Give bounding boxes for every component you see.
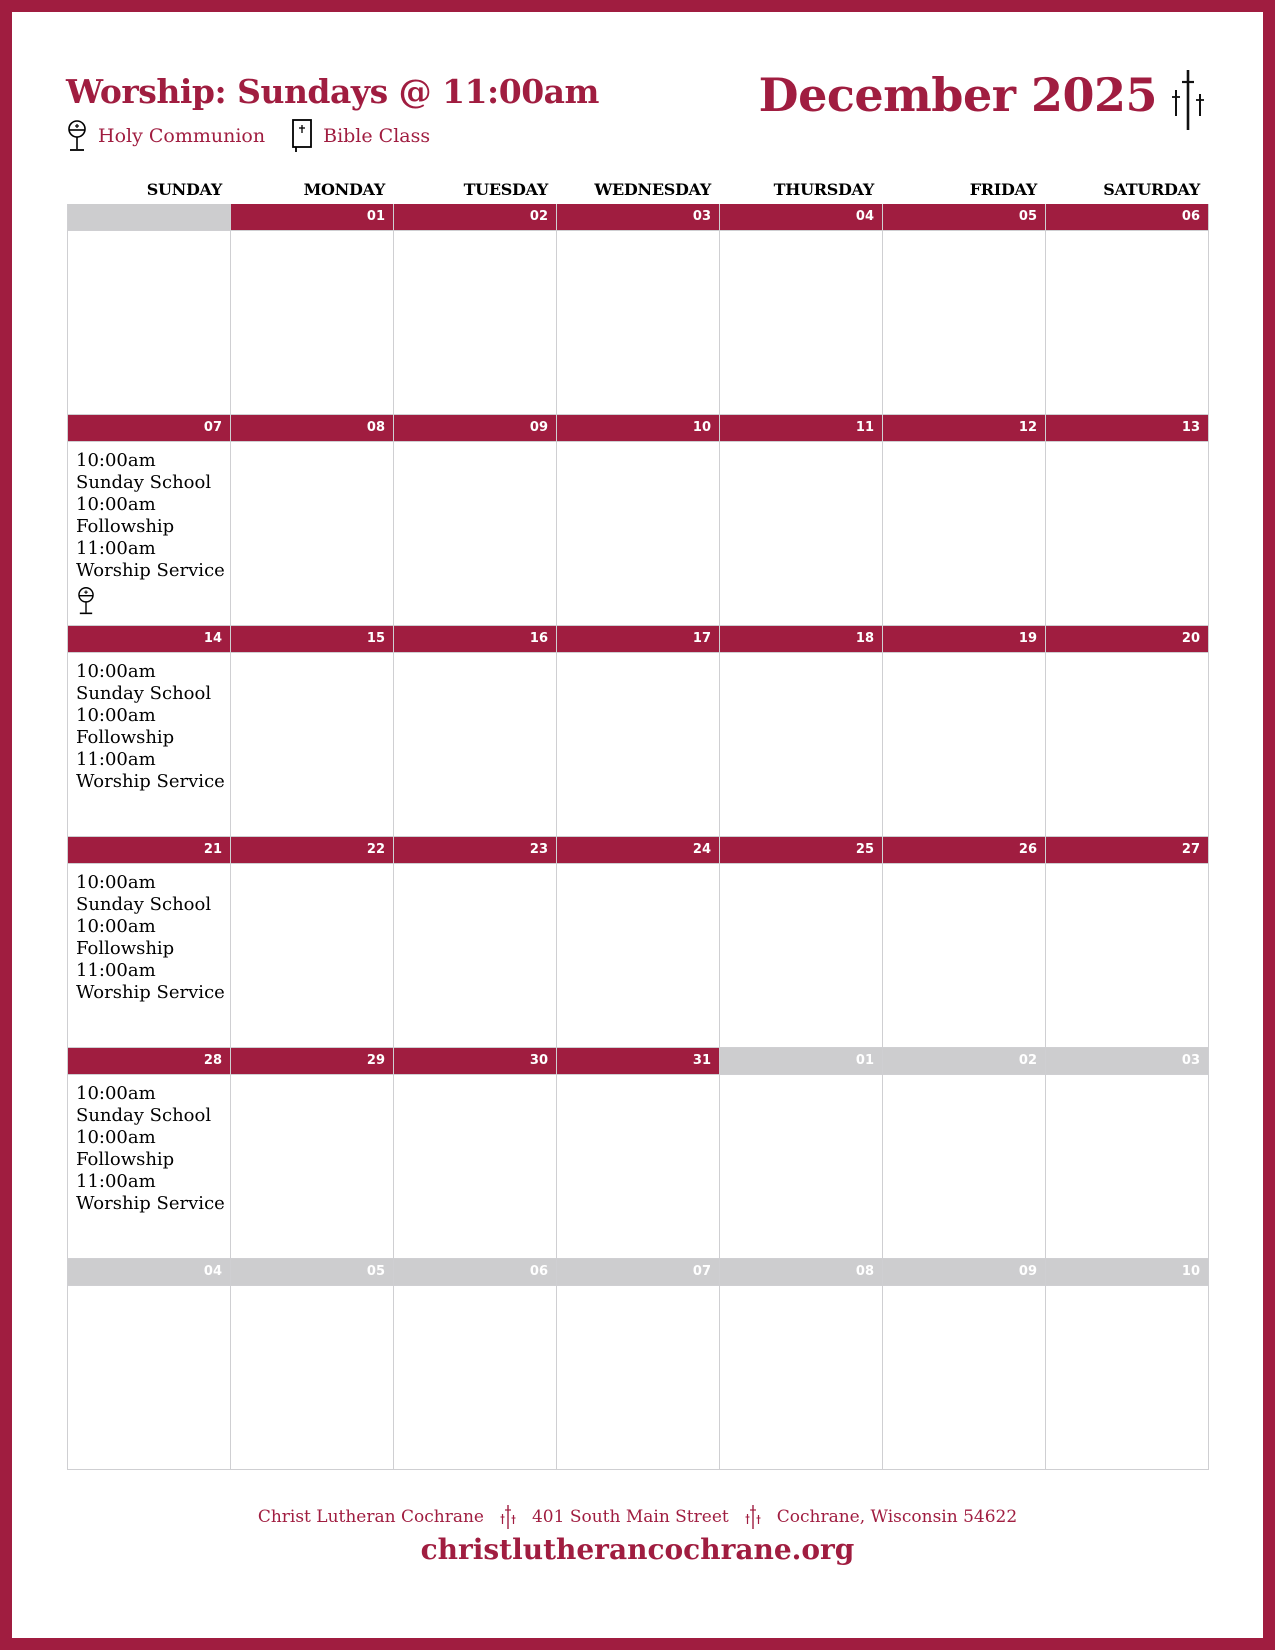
date-number: 26 [883,837,1045,864]
legend-label: Holy Communion [98,125,266,147]
day-cell[interactable] [883,204,1046,415]
day-cell[interactable] [1046,1048,1209,1259]
date-number: 03 [557,204,719,231]
event-line: 10:00am [76,661,156,682]
date-number: 14 [68,626,230,653]
date-number: 09 [883,1259,1045,1286]
legend-label: Bible Class [323,125,431,147]
date-number: 05 [883,204,1045,231]
day-cell[interactable] [883,1048,1046,1259]
date-number: 03 [1046,1048,1208,1075]
day-cell[interactable] [394,837,557,1048]
date-number: 22 [231,837,393,864]
event-line: Followship [76,727,175,748]
event-line: Followship [76,516,175,537]
day-cell[interactable] [1046,1259,1209,1470]
day-cell[interactable] [68,1259,231,1470]
day-cell[interactable] [883,415,1046,626]
day-cell[interactable] [231,837,394,1048]
weekday-label: SATURDAY [1103,180,1200,199]
date-number: 11 [720,415,882,442]
date-number: 04 [68,1259,230,1286]
day-cell[interactable] [720,415,883,626]
legend [66,118,430,154]
date-number: 07 [557,1259,719,1286]
month-title: December 2025 [758,68,1157,122]
bible-icon [291,119,313,153]
day-cell[interactable] [394,204,557,415]
event-line: 11:00am [76,749,156,770]
day-cell[interactable] [720,204,883,415]
date-number: 07 [68,415,230,442]
day-cell[interactable] [720,626,883,837]
footer-address [0,1504,1275,1530]
day-cell[interactable] [1046,626,1209,837]
date-number: 13 [1046,415,1208,442]
event-line: Worship Service [76,771,225,792]
date-number: 08 [231,415,393,442]
date-number: 24 [557,837,719,864]
day-cell[interactable] [557,626,720,837]
day-cell[interactable] [883,1259,1046,1470]
weekday-label: THURSDAY [773,180,874,199]
date-number: 16 [394,626,556,653]
chalice-icon [76,586,224,622]
event-line: 11:00am [76,960,156,981]
worship-times: Worship: Sundays @ 11:00am [66,72,599,111]
event-line: Sunday School [76,472,212,493]
date-number: 29 [231,1048,393,1075]
day-cell[interactable] [1046,415,1209,626]
date-number: 28 [68,1048,230,1075]
date-number: 25 [720,837,882,864]
calendar [67,176,1208,1470]
event-list [68,864,230,1004]
event-line: 10:00am [76,916,156,937]
date-number: 05 [231,1259,393,1286]
day-cell[interactable] [68,626,231,837]
day-cell[interactable] [1046,837,1209,1048]
date-number: 10 [1046,1259,1208,1286]
city-state-zip: Cochrane, Wisconsin 54622 [776,1507,1018,1527]
date-number [68,204,230,231]
event-line: Worship Service [76,1193,225,1214]
event-list [68,653,230,793]
event-line: 10:00am [76,705,156,726]
day-cell[interactable] [557,1259,720,1470]
event-line: Worship Service [76,560,225,581]
day-cell[interactable] [68,204,231,415]
weekday-label: MONDAY [303,180,385,199]
date-number: 19 [883,626,1045,653]
crosses-logo-icon [1170,68,1206,132]
crosses-separator-icon [745,1504,761,1530]
day-cell[interactable] [231,1048,394,1259]
day-cell[interactable] [231,1259,394,1470]
day-cell[interactable] [720,1259,883,1470]
date-number: 18 [720,626,882,653]
date-number: 12 [883,415,1045,442]
website-link[interactable]: christlutherancochrane.org [420,1533,855,1566]
date-number: 06 [394,1259,556,1286]
weekday-label: SUNDAY [146,180,222,199]
day-cell[interactable] [720,837,883,1048]
day-cell[interactable] [394,1048,557,1259]
day-cell[interactable] [1046,204,1209,415]
event-line: Sunday School [76,683,212,704]
church-name: Christ Lutheran Cochrane [257,1507,484,1527]
street-address: 401 South Main Street [531,1507,729,1527]
event-line: 11:00am [76,1171,156,1192]
weekday-label: FRIDAY [969,180,1037,199]
event-line: 11:00am [76,538,156,559]
event-line: Followship [76,938,175,959]
date-number: 27 [1046,837,1208,864]
day-cell[interactable] [68,837,231,1048]
weekday-label: WEDNESDAY [594,180,711,199]
day-cell[interactable] [394,415,557,626]
legend-bible-class [291,119,430,153]
day-cell[interactable] [394,626,557,837]
event-line: 10:00am [76,494,156,515]
day-cell[interactable] [883,626,1046,837]
weekday-label: TUESDAY [463,180,548,199]
date-number: 02 [883,1048,1045,1075]
date-number: 09 [394,415,556,442]
event-line: 10:00am [76,1127,156,1148]
date-number: 30 [394,1048,556,1075]
day-cell[interactable] [720,1048,883,1259]
event-line: Sunday School [76,1105,212,1126]
legend-holy-communion [66,119,265,153]
date-number: 15 [231,626,393,653]
date-number: 20 [1046,626,1208,653]
day-cell[interactable] [883,837,1046,1048]
date-number: 17 [557,626,719,653]
date-number: 02 [394,204,556,231]
date-number: 08 [720,1259,882,1286]
event-line: 10:00am [76,872,156,893]
event-line: Worship Service [76,982,225,1003]
date-number: 01 [720,1048,882,1075]
date-number: 31 [557,1048,719,1075]
day-cell[interactable] [231,626,394,837]
event-line: 10:00am [76,1083,156,1104]
date-number: 23 [394,837,556,864]
chalice-icon [66,119,88,153]
weekday-header [67,176,1208,204]
day-cell[interactable] [557,1048,720,1259]
date-number: 21 [68,837,230,864]
date-number: 10 [557,415,719,442]
event-line: 10:00am [76,450,156,471]
crosses-separator-icon [500,1504,516,1530]
calendar-grid [67,204,1208,1470]
day-cell[interactable] [68,415,231,626]
day-cell[interactable] [557,415,720,626]
event-line: Followship [76,1149,175,1170]
event-line: Sunday School [76,894,212,915]
day-cell[interactable] [231,415,394,626]
date-number: 01 [231,204,393,231]
day-cell[interactable] [557,837,720,1048]
date-number: 04 [720,204,882,231]
day-cell[interactable] [68,1048,231,1259]
day-cell[interactable] [557,204,720,415]
day-cell[interactable] [231,204,394,415]
event-list [68,442,230,622]
date-number: 06 [1046,204,1208,231]
day-cell[interactable] [394,1259,557,1470]
event-list [68,1075,230,1215]
